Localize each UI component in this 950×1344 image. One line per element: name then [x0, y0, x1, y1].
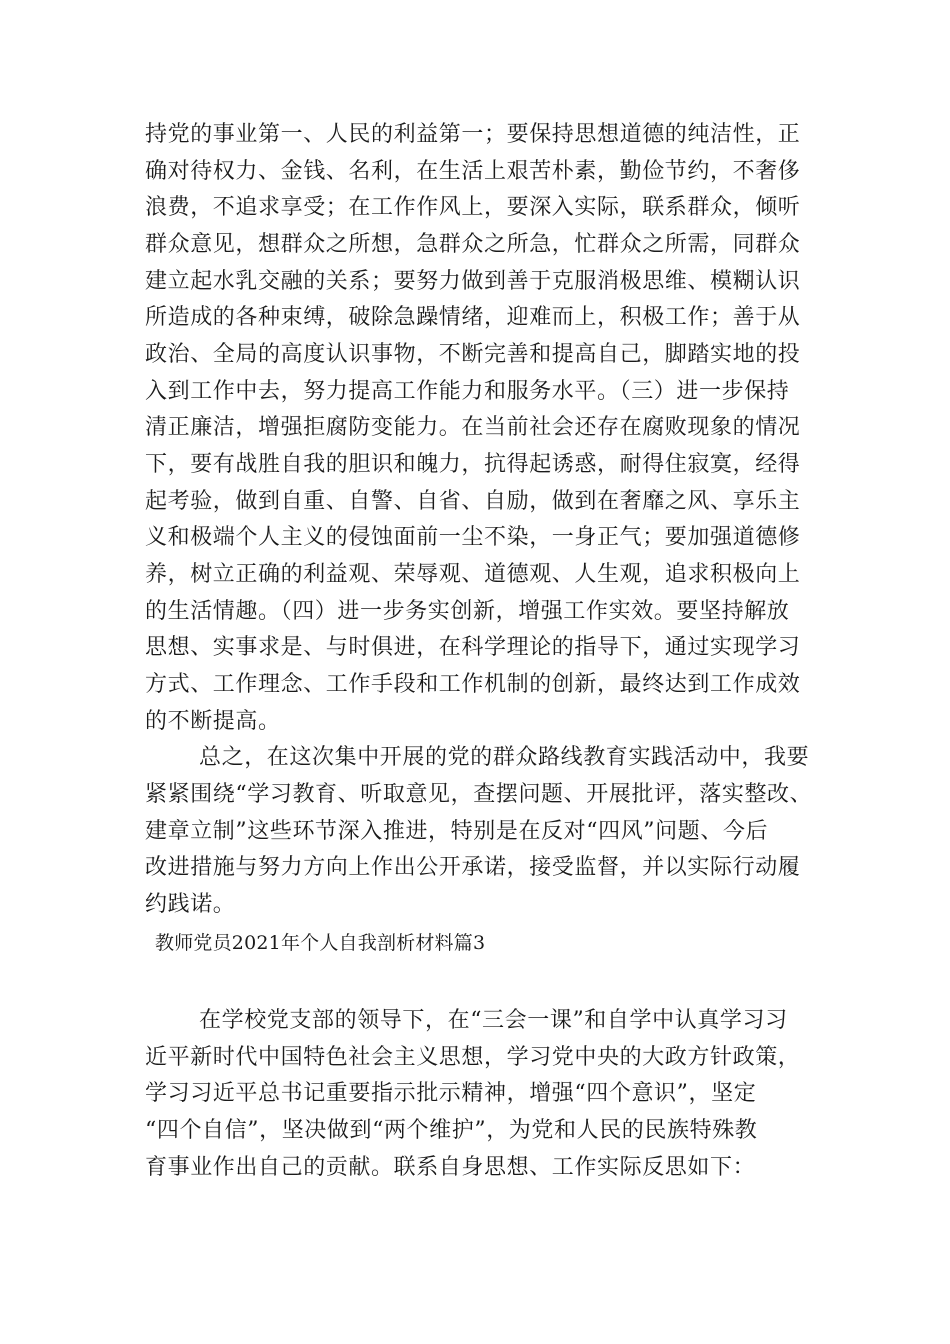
text-line: 建立起水乳交融的关系；要努力做到善于克服消极思维、模糊认识: [145, 269, 801, 294]
text-line: 约践诺。: [145, 892, 236, 917]
text-line: 入到工作中去，努力提高工作能力和服务水平。（三）进一步保持: [145, 379, 790, 404]
text-line: 的生活情趣。（四）进一步务实创新，增强工作实效。要坚持解放: [145, 599, 790, 624]
text-line: “四个自信”，坚决做到“两个维护”，为党和人民的民族特殊教: [145, 1118, 758, 1143]
text-line: 改进措施与努力方向上作出公开承诺，接受监督，并以实际行动履: [145, 855, 801, 880]
text-line: 政治、全局的高度认识事物，不断完善和提高自己，脚踏实地的投: [145, 342, 801, 367]
text-line: 总之，在这次集中开展的党的群众路线教育实践活动中，我要: [199, 745, 810, 770]
text-line: 紧紧围绕“学习教育、听取意见，查摆问题、开展批评，落实整改、: [145, 782, 813, 807]
text-line: 浪费，不追求享受；在工作作风上，要深入实际，联系群众，倾听: [145, 195, 801, 220]
text-line: 所造成的各种束缚，破除急躁情绪，迎难而上，积极工作；善于从: [145, 305, 801, 330]
text-line: 育事业作出自己的贡献。联系自身思想、工作实际反思如下：: [145, 1155, 756, 1180]
text-line: 建章立制”这些环节深入推进，特别是在反对“四风”问题、今后: [145, 819, 769, 844]
text-line: 的不断提高。: [145, 709, 281, 734]
text-line: 近平新时代中国特色社会主义思想，学习党中央的大政方针政策，: [145, 1045, 801, 1070]
text-line: 起考验，做到自重、自警、自省、自励，做到在奢靡之风、享乐主: [145, 489, 801, 514]
text-line: 义和极端个人主义的侵蚀面前一尘不染，一身正气；要加强道德修: [145, 525, 801, 550]
text-line: 确对待权力、金钱、名利，在生活上艰苦朴素，勤俭节约，不奢侈: [145, 159, 801, 184]
text-line: 群众意见，想群众之所想，急群众之所急，忙群众之所需，同群众: [145, 232, 801, 257]
text-line: 下，要有战胜自我的胆识和魄力，抗得起诱惑，耐得住寂寞，经得: [145, 452, 801, 477]
section-heading: 教师党员2021年个人自我剖析材料篇3: [155, 932, 486, 954]
text-line: 思想、实事求是、与时俱进，在科学理论的指导下，通过实现学习: [145, 635, 801, 660]
text-line: 持党的事业第一、人民的利益第一；要保持思想道德的纯洁性，正: [145, 122, 801, 147]
text-line: 在学校党支部的领导下，在“三会一课”和自学中认真学习习: [199, 1008, 788, 1033]
text-line: 养，树立正确的利益观、荣辱观、道德观、人生观，追求积极向上: [145, 562, 801, 587]
text-line: 清正廉洁，增强拒腐防变能力。在当前社会还存在腐败现象的情况: [145, 415, 801, 440]
text-line: 学习习近平总书记重要指示批示精神，增强“四个意识”，坚定: [145, 1081, 757, 1106]
text-line: 方式、工作理念、工作手段和工作机制的创新，最终达到工作成效: [145, 672, 801, 697]
